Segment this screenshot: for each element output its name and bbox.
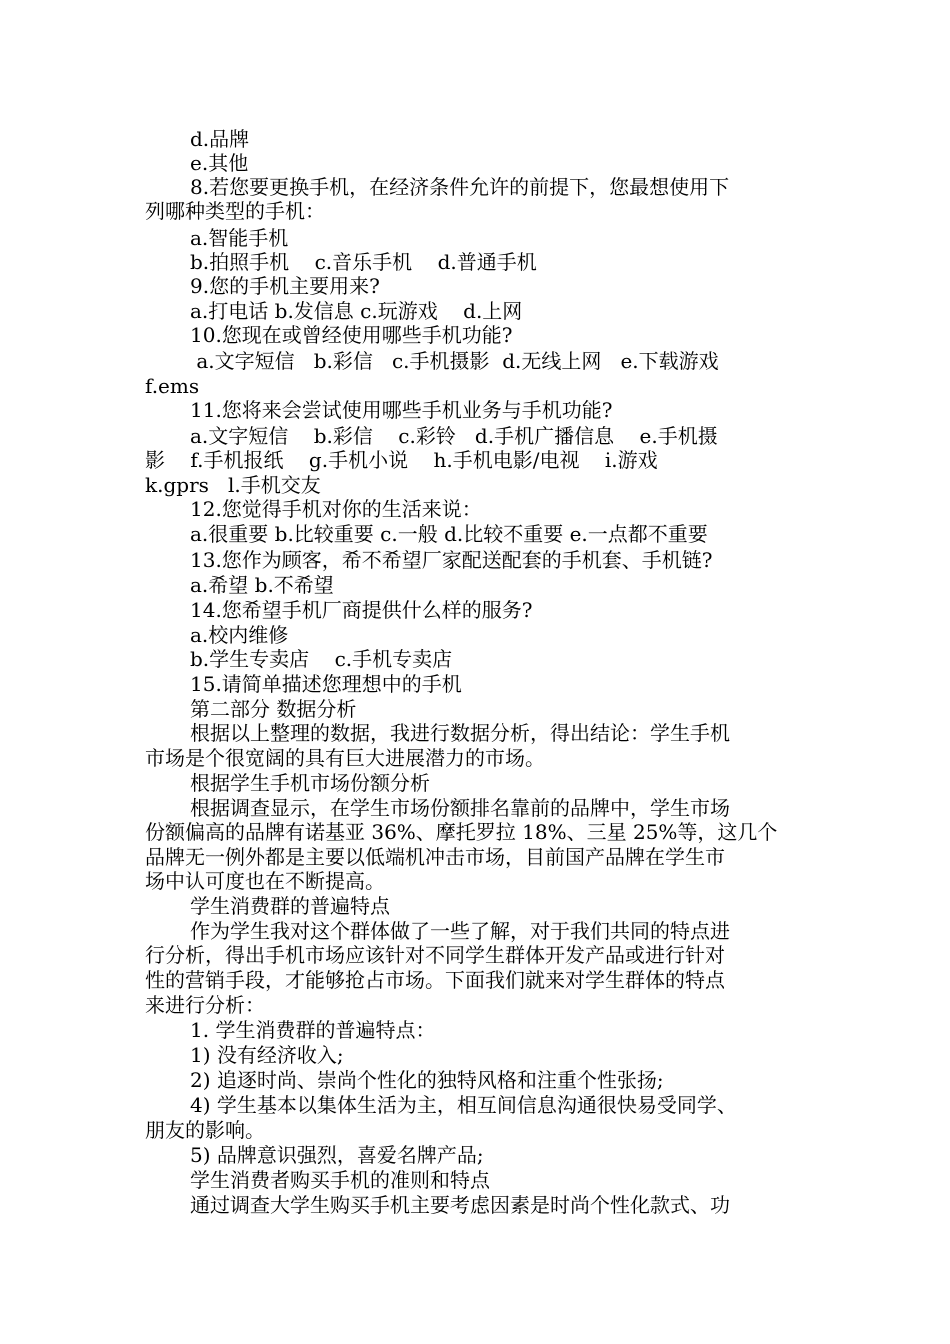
question-line: 14.您希望手机厂商提供什么样的服务? xyxy=(190,598,533,622)
option-line: b.拍照手机 c.音乐手机 d.普通手机 xyxy=(190,250,537,274)
subsection-heading: 学生消费者购买手机的准则和特点 xyxy=(190,1168,490,1192)
question-line: 15.请简单描述您理想中的手机 xyxy=(190,672,462,696)
list-item: 1) 没有经济收入; xyxy=(190,1043,344,1067)
paragraph-line: 性的营销手段，才能够抢占市场。下面我们就来对学生群体的特点 xyxy=(145,968,725,992)
list-item: 5) 品牌意识强烈，喜爱名牌产品; xyxy=(190,1143,484,1167)
section-heading: 第二部分 数据分析 xyxy=(190,697,357,721)
option-line: a.很重要 b.比较重要 c.一般 d.比较不重要 e.一点都不重要 xyxy=(190,522,708,546)
subsection-heading: 学生消费群的普遍特点 xyxy=(190,894,390,918)
subsection-heading: 根据学生手机市场份额分析 xyxy=(190,771,430,795)
option-continuation-line: 影 f.手机报纸 g.手机小说 h.手机电影/电视 i.游戏 xyxy=(145,448,658,472)
paragraph-line: 通过调查大学生购买手机主要考虑因素是时尚个性化款式、功 xyxy=(190,1193,730,1217)
paragraph-line: 市场是个很宽阔的具有巨大进展潜力的市场。 xyxy=(145,746,545,770)
question-line: 12.您觉得手机对你的生活来说： xyxy=(190,497,482,521)
option-continuation-line: k.gprs l.手机交友 xyxy=(145,473,321,497)
paragraph-line: 来进行分析： xyxy=(145,993,265,1017)
option-line: a.文字短信 b.彩信 c.手机摄影 d.无线上网 e.下载游戏 xyxy=(190,349,719,373)
paragraph-line: 行分析，得出手机市场应该针对不同学生群体开发产品或进行针对 xyxy=(145,943,725,967)
option-line: a.校内维修 xyxy=(190,623,289,647)
paragraph-line: 根据以上整理的数据，我进行数据分析，得出结论：学生手机 xyxy=(190,721,730,745)
option-line: d.品牌 xyxy=(190,127,250,151)
list-item: 2) 追逐时尚、崇尚个性化的独特风格和注重个性张扬; xyxy=(190,1068,664,1092)
paragraph-line: 根据调查显示，在学生市场份额排名靠前的品牌中，学生市场 xyxy=(190,796,730,820)
paragraph-line: 场中认可度也在不断提高。 xyxy=(145,869,385,893)
paragraph-line: 份额偏高的品牌有诺基亚 36%、摩托罗拉 18%、三星 25%等，这几个 xyxy=(145,820,778,844)
question-line: 9.您的手机主要用来? xyxy=(190,274,380,298)
option-line: e.其他 xyxy=(190,151,249,175)
question-line: 13.您作为顾客，希不希望厂家配送配套的手机套、手机链? xyxy=(190,548,713,572)
question-line: 10.您现在或曾经使用哪些手机功能? xyxy=(190,323,513,347)
option-line: a.智能手机 xyxy=(190,226,289,250)
question-continuation-line: 列哪种类型的手机： xyxy=(145,199,325,223)
option-line: a.打电话 b.发信息 c.玩游戏 d.上网 xyxy=(190,299,523,323)
question-line: 11.您将来会尝试使用哪些手机业务与手机功能? xyxy=(190,398,613,422)
paragraph-line: 品牌无一例外都是主要以低端机冲击市场，目前国产品牌在学生市 xyxy=(145,845,725,869)
list-item-continuation: 朋友的影响。 xyxy=(145,1118,265,1142)
option-line: b.学生专卖店 c.手机专卖店 xyxy=(190,647,453,671)
option-line: a.希望 b.不希望 xyxy=(190,573,334,597)
option-continuation-line: f.ems xyxy=(145,374,200,398)
option-line: a.文字短信 b.彩信 c.彩铃 d.手机广播信息 e.手机摄 xyxy=(190,424,718,448)
question-line: 8.若您要更换手机，在经济条件允许的前提下，您最想使用下 xyxy=(190,175,730,199)
paragraph-line: 作为学生我对这个群体做了一些了解，对于我们共同的特点进 xyxy=(190,919,730,943)
list-item: 4) 学生基本以集体生活为主，相互间信息沟通很快易受同学、 xyxy=(190,1093,737,1117)
list-heading: 1. 学生消费群的普遍特点： xyxy=(190,1018,436,1042)
